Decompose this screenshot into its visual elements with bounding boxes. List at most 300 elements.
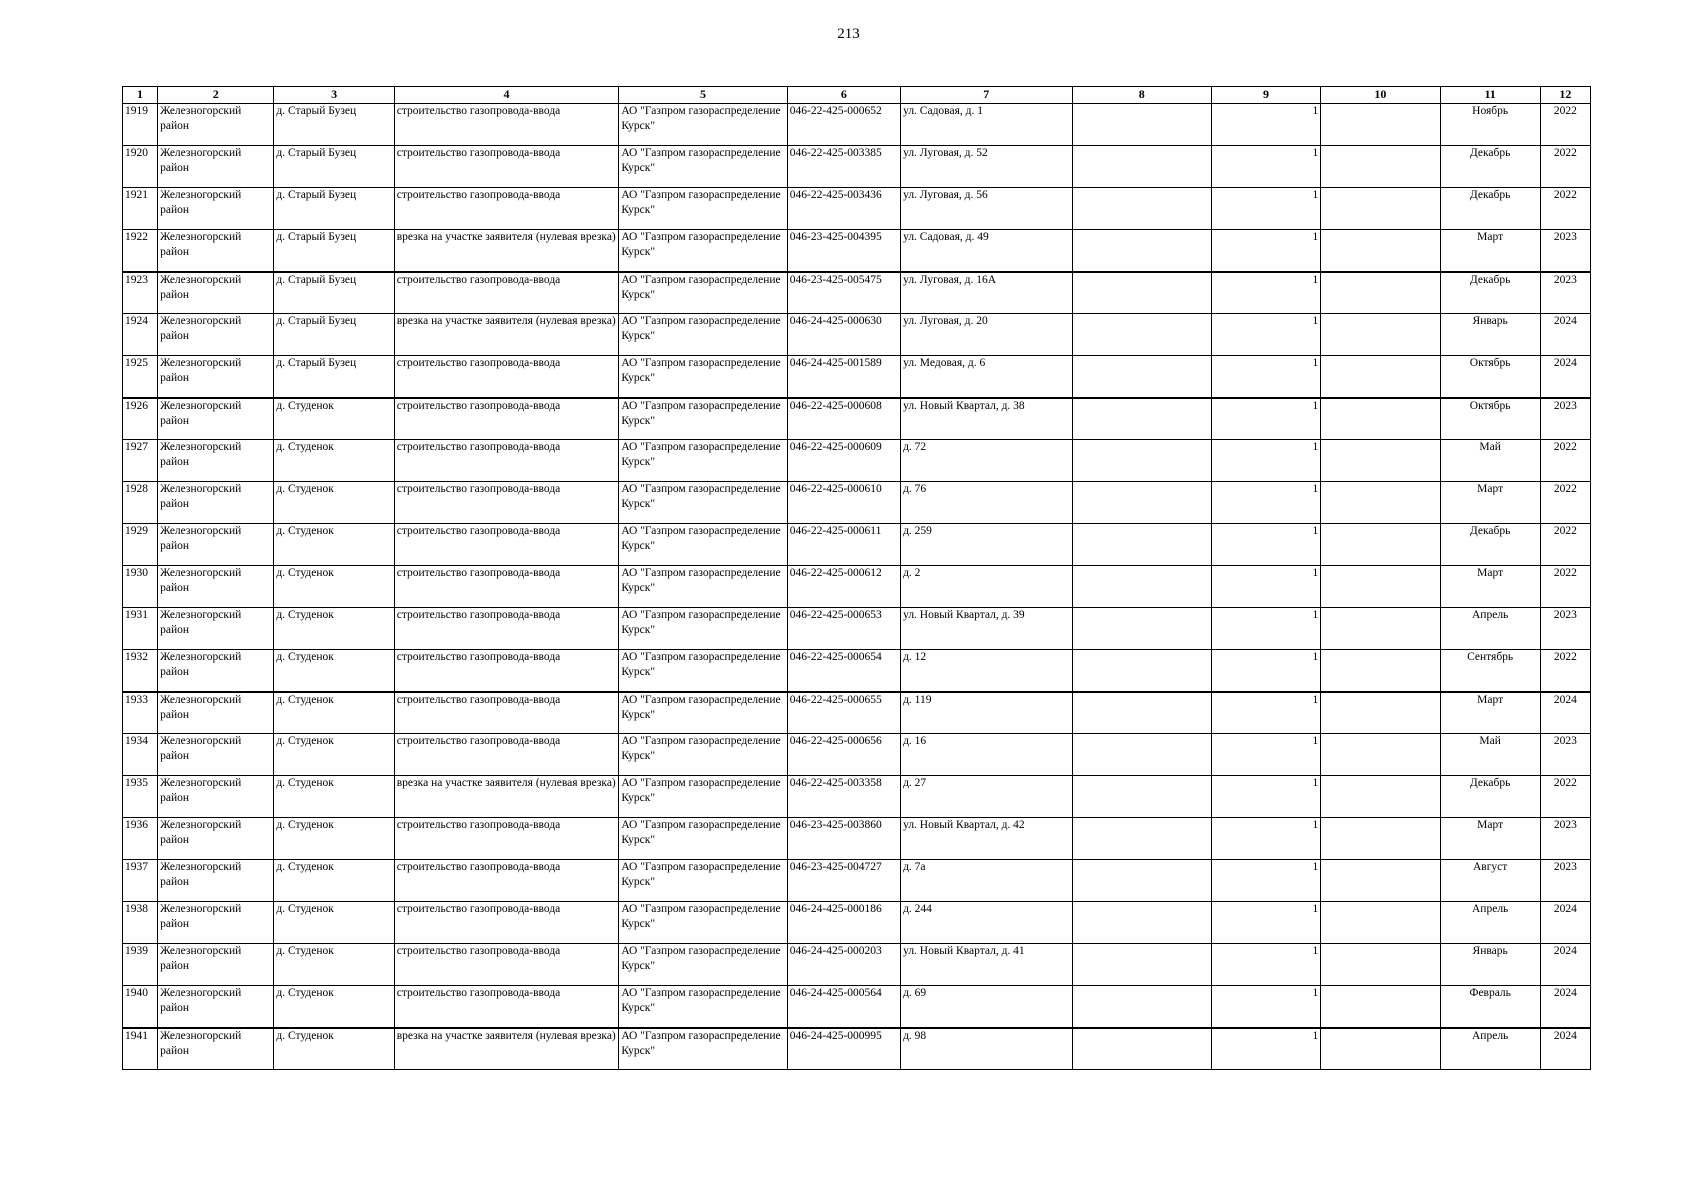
column-10-cell: [1321, 776, 1440, 818]
district-cell: Железногорский район: [158, 986, 274, 1028]
month-cell: Декабрь: [1440, 776, 1540, 818]
column-10-cell: [1321, 986, 1440, 1028]
month-cell: Декабрь: [1440, 146, 1540, 188]
organization-cell: АО "Газпром газораспределение Курск": [619, 566, 787, 608]
column-10-cell: [1321, 440, 1440, 482]
row-number: 1936: [123, 818, 158, 860]
column-10-cell: [1321, 818, 1440, 860]
year-cell: 2023: [1540, 230, 1590, 272]
year-cell: 2024: [1540, 692, 1590, 734]
application-code-cell: 046-22-425-000608: [787, 398, 900, 440]
application-code-cell: 046-22-425-000612: [787, 566, 900, 608]
column-8-cell: [1072, 902, 1211, 944]
quantity-cell: 1: [1211, 188, 1320, 230]
work-type-cell: строительство газопровода-ввода: [394, 818, 619, 860]
work-type-cell: строительство газопровода-ввода: [394, 188, 619, 230]
year-cell: 2024: [1540, 1028, 1590, 1070]
district-cell: Железногорский район: [158, 860, 274, 902]
application-code-cell: 046-23-425-003860: [787, 818, 900, 860]
district-cell: Железногорский район: [158, 650, 274, 692]
column-8-cell: [1072, 272, 1211, 314]
column-10-cell: [1321, 146, 1440, 188]
quantity-cell: 1: [1211, 818, 1320, 860]
work-type-cell: строительство газопровода-ввода: [394, 482, 619, 524]
column-number-row: [123, 87, 1591, 104]
year-cell: 2022: [1540, 524, 1590, 566]
address-cell: ул. Садовая, д. 1: [901, 104, 1072, 146]
year-cell: 2022: [1540, 776, 1590, 818]
row-number: 1937: [123, 860, 158, 902]
organization-cell: АО "Газпром газораспределение Курск": [619, 104, 787, 146]
application-code-cell: 046-24-425-000995: [787, 1028, 900, 1070]
table-row: [123, 146, 1591, 188]
column-header-11: 11: [1440, 87, 1540, 104]
application-code-cell: 046-22-425-000656: [787, 734, 900, 776]
organization-cell: АО "Газпром газораспределение Курск": [619, 902, 787, 944]
organization-cell: АО "Газпром газораспределение Курск": [619, 692, 787, 734]
district-cell: Железногорский район: [158, 1028, 274, 1070]
settlement-cell: д. Старый Бузец: [274, 104, 394, 146]
column-header-9: 9: [1211, 87, 1320, 104]
address-cell: ул. Садовая, д. 49: [901, 230, 1072, 272]
table-row: [123, 818, 1591, 860]
row-number: 1930: [123, 566, 158, 608]
district-cell: Железногорский район: [158, 146, 274, 188]
work-type-cell: врезка на участке заявителя (нулевая врезка): [394, 314, 619, 356]
month-cell: Апрель: [1440, 608, 1540, 650]
table-row: [123, 230, 1591, 272]
settlement-cell: д. Студенок: [274, 818, 394, 860]
organization-cell: АО "Газпром газораспределение Курск": [619, 818, 787, 860]
address-cell: д. 72: [901, 440, 1072, 482]
work-type-cell: строительство газопровода-ввода: [394, 356, 619, 398]
address-cell: ул. Луговая, д. 56: [901, 188, 1072, 230]
year-cell: 2022: [1540, 482, 1590, 524]
year-cell: 2024: [1540, 356, 1590, 398]
year-cell: 2024: [1540, 902, 1590, 944]
year-cell: 2022: [1540, 146, 1590, 188]
column-8-cell: [1072, 146, 1211, 188]
quantity-cell: 1: [1211, 692, 1320, 734]
table-row: [123, 566, 1591, 608]
column-10-cell: [1321, 188, 1440, 230]
column-10-cell: [1321, 524, 1440, 566]
year-cell: 2023: [1540, 398, 1590, 440]
settlement-cell: д. Старый Бузец: [274, 146, 394, 188]
organization-cell: АО "Газпром газораспределение Курск": [619, 944, 787, 986]
work-type-cell: врезка на участке заявителя (нулевая врезка): [394, 1028, 619, 1070]
table-row: [123, 104, 1591, 146]
table-row: [123, 314, 1591, 356]
column-8-cell: [1072, 482, 1211, 524]
address-cell: д. 16: [901, 734, 1072, 776]
quantity-cell: 1: [1211, 776, 1320, 818]
district-cell: Железногорский район: [158, 230, 274, 272]
work-type-cell: строительство газопровода-ввода: [394, 104, 619, 146]
column-10-cell: [1321, 734, 1440, 776]
organization-cell: АО "Газпром газораспределение Курск": [619, 776, 787, 818]
address-cell: ул. Луговая, д. 16А: [901, 272, 1072, 314]
table-row: [123, 734, 1591, 776]
work-type-cell: строительство газопровода-ввода: [394, 986, 619, 1028]
table-row: [123, 482, 1591, 524]
quantity-cell: 1: [1211, 398, 1320, 440]
address-cell: ул. Луговая, д. 20: [901, 314, 1072, 356]
work-type-cell: строительство газопровода-ввода: [394, 398, 619, 440]
row-number: 1933: [123, 692, 158, 734]
month-cell: Март: [1440, 818, 1540, 860]
month-cell: Май: [1440, 734, 1540, 776]
quantity-cell: 1: [1211, 1028, 1320, 1070]
quantity-cell: 1: [1211, 860, 1320, 902]
table-row: [123, 398, 1591, 440]
year-cell: 2022: [1540, 566, 1590, 608]
settlement-cell: д. Студенок: [274, 692, 394, 734]
column-header-4: 4: [394, 87, 619, 104]
application-code-cell: 046-22-425-000654: [787, 650, 900, 692]
settlement-cell: д. Студенок: [274, 608, 394, 650]
district-cell: Железногорский район: [158, 314, 274, 356]
work-type-cell: строительство газопровода-ввода: [394, 944, 619, 986]
organization-cell: АО "Газпром газораспределение Курск": [619, 986, 787, 1028]
table-row: [123, 902, 1591, 944]
row-number: 1935: [123, 776, 158, 818]
column-header-12: 12: [1540, 87, 1590, 104]
column-8-cell: [1072, 356, 1211, 398]
district-cell: Железногорский район: [158, 524, 274, 566]
table-row: [123, 986, 1591, 1028]
column-8-cell: [1072, 440, 1211, 482]
month-cell: Февраль: [1440, 986, 1540, 1028]
year-cell: 2023: [1540, 818, 1590, 860]
column-8-cell: [1072, 944, 1211, 986]
year-cell: 2024: [1540, 944, 1590, 986]
settlement-cell: д. Студенок: [274, 398, 394, 440]
application-code-cell: 046-22-425-000610: [787, 482, 900, 524]
column-8-cell: [1072, 986, 1211, 1028]
district-cell: Железногорский район: [158, 104, 274, 146]
table-row: [123, 1028, 1591, 1070]
work-type-cell: строительство газопровода-ввода: [394, 566, 619, 608]
column-8-cell: [1072, 188, 1211, 230]
application-code-cell: 046-24-425-001589: [787, 356, 900, 398]
organization-cell: АО "Газпром газораспределение Курск": [619, 356, 787, 398]
column-header-5: 5: [619, 87, 787, 104]
table-row: [123, 776, 1591, 818]
row-number: 1941: [123, 1028, 158, 1070]
row-number: 1938: [123, 902, 158, 944]
quantity-cell: 1: [1211, 230, 1320, 272]
year-cell: 2023: [1540, 272, 1590, 314]
settlement-cell: д. Старый Бузец: [274, 272, 394, 314]
application-code-cell: 046-22-425-000653: [787, 608, 900, 650]
work-type-cell: врезка на участке заявителя (нулевая врезка): [394, 776, 619, 818]
column-10-cell: [1321, 104, 1440, 146]
column-10-cell: [1321, 482, 1440, 524]
column-10-cell: [1321, 398, 1440, 440]
year-cell: 2023: [1540, 860, 1590, 902]
settlement-cell: д. Студенок: [274, 902, 394, 944]
column-8-cell: [1072, 398, 1211, 440]
row-number: 1924: [123, 314, 158, 356]
column-header-6: 6: [787, 87, 900, 104]
application-code-cell: 046-22-425-003385: [787, 146, 900, 188]
quantity-cell: 1: [1211, 146, 1320, 188]
table-row: [123, 650, 1591, 692]
organization-cell: АО "Газпром газораспределение Курск": [619, 188, 787, 230]
month-cell: Январь: [1440, 944, 1540, 986]
month-cell: Август: [1440, 860, 1540, 902]
address-cell: д. 244: [901, 902, 1072, 944]
column-header-8: 8: [1072, 87, 1211, 104]
settlement-cell: д. Студенок: [274, 734, 394, 776]
quantity-cell: 1: [1211, 986, 1320, 1028]
organization-cell: АО "Газпром газораспределение Курск": [619, 524, 787, 566]
column-8-cell: [1072, 230, 1211, 272]
column-8-cell: [1072, 860, 1211, 902]
organization-cell: АО "Газпром газораспределение Курск": [619, 860, 787, 902]
application-code-cell: 046-22-425-000655: [787, 692, 900, 734]
month-cell: Декабрь: [1440, 524, 1540, 566]
month-cell: Март: [1440, 482, 1540, 524]
column-10-cell: [1321, 902, 1440, 944]
address-cell: ул. Новый Квартал, д. 38: [901, 398, 1072, 440]
row-number: 1926: [123, 398, 158, 440]
settlement-cell: д. Студенок: [274, 482, 394, 524]
address-cell: д. 27: [901, 776, 1072, 818]
column-10-cell: [1321, 860, 1440, 902]
organization-cell: АО "Газпром газораспределение Курск": [619, 734, 787, 776]
quantity-cell: 1: [1211, 482, 1320, 524]
organization-cell: АО "Газпром газораспределение Курск": [619, 650, 787, 692]
row-number: 1927: [123, 440, 158, 482]
address-cell: ул. Новый Квартал, д. 39: [901, 608, 1072, 650]
year-cell: 2024: [1540, 314, 1590, 356]
quantity-cell: 1: [1211, 902, 1320, 944]
settlement-cell: д. Студенок: [274, 650, 394, 692]
work-type-cell: строительство газопровода-ввода: [394, 734, 619, 776]
application-code-cell: 046-23-425-004395: [787, 230, 900, 272]
work-type-cell: строительство газопровода-ввода: [394, 860, 619, 902]
row-number: 1920: [123, 146, 158, 188]
row-number: 1921: [123, 188, 158, 230]
row-number: 1922: [123, 230, 158, 272]
column-8-cell: [1072, 566, 1211, 608]
column-10-cell: [1321, 944, 1440, 986]
address-cell: д. 259: [901, 524, 1072, 566]
address-cell: д. 12: [901, 650, 1072, 692]
application-code-cell: 046-22-425-003436: [787, 188, 900, 230]
column-10-cell: [1321, 650, 1440, 692]
quantity-cell: 1: [1211, 272, 1320, 314]
table-body: [123, 104, 1591, 1070]
month-cell: Апрель: [1440, 902, 1540, 944]
settlement-cell: д. Студенок: [274, 860, 394, 902]
column-8-cell: [1072, 818, 1211, 860]
district-cell: Железногорский район: [158, 398, 274, 440]
month-cell: Декабрь: [1440, 188, 1540, 230]
table-row: [123, 608, 1591, 650]
address-cell: д. 119: [901, 692, 1072, 734]
table-row: [123, 272, 1591, 314]
quantity-cell: 1: [1211, 650, 1320, 692]
year-cell: 2022: [1540, 104, 1590, 146]
district-cell: Железногорский район: [158, 608, 274, 650]
organization-cell: АО "Газпром газораспределение Курск": [619, 314, 787, 356]
page-number: 213: [837, 26, 860, 42]
organization-cell: АО "Газпром газораспределение Курск": [619, 398, 787, 440]
row-number: 1932: [123, 650, 158, 692]
table-row: [123, 440, 1591, 482]
table-row: [123, 356, 1591, 398]
column-header-7: 7: [901, 87, 1072, 104]
address-cell: д. 7а: [901, 860, 1072, 902]
district-cell: Железногорский район: [158, 440, 274, 482]
month-cell: Январь: [1440, 314, 1540, 356]
year-cell: 2023: [1540, 608, 1590, 650]
row-number: 1929: [123, 524, 158, 566]
district-cell: Железногорский район: [158, 272, 274, 314]
organization-cell: АО "Газпром газораспределение Курск": [619, 608, 787, 650]
work-type-cell: строительство газопровода-ввода: [394, 146, 619, 188]
column-header-3: 3: [274, 87, 394, 104]
settlement-cell: д. Студенок: [274, 1028, 394, 1070]
column-10-cell: [1321, 314, 1440, 356]
work-type-cell: строительство газопровода-ввода: [394, 902, 619, 944]
column-header-10: 10: [1321, 87, 1440, 104]
quantity-cell: 1: [1211, 356, 1320, 398]
month-cell: Март: [1440, 692, 1540, 734]
district-cell: Железногорский район: [158, 188, 274, 230]
table-row: [123, 524, 1591, 566]
district-cell: Железногорский район: [158, 944, 274, 986]
month-cell: Декабрь: [1440, 272, 1540, 314]
work-type-cell: строительство газопровода-ввода: [394, 272, 619, 314]
column-10-cell: [1321, 272, 1440, 314]
address-cell: ул. Медовая, д. 6: [901, 356, 1072, 398]
address-cell: д. 98: [901, 1028, 1072, 1070]
column-8-cell: [1072, 314, 1211, 356]
district-cell: Железногорский район: [158, 692, 274, 734]
district-cell: Железногорский район: [158, 776, 274, 818]
settlement-cell: д. Старый Бузец: [274, 314, 394, 356]
application-code-cell: 046-22-425-000611: [787, 524, 900, 566]
table-row: [123, 692, 1591, 734]
row-number: 1925: [123, 356, 158, 398]
organization-cell: АО "Газпром газораспределение Курск": [619, 440, 787, 482]
settlement-cell: д. Старый Бузец: [274, 356, 394, 398]
work-type-cell: врезка на участке заявителя (нулевая врезка): [394, 230, 619, 272]
column-8-cell: [1072, 608, 1211, 650]
district-cell: Железногорский район: [158, 734, 274, 776]
column-8-cell: [1072, 104, 1211, 146]
quantity-cell: 1: [1211, 608, 1320, 650]
column-8-cell: [1072, 776, 1211, 818]
settlement-cell: д. Старый Бузец: [274, 230, 394, 272]
application-code-cell: 046-23-425-005475: [787, 272, 900, 314]
quantity-cell: 1: [1211, 440, 1320, 482]
column-10-cell: [1321, 356, 1440, 398]
quantity-cell: 1: [1211, 734, 1320, 776]
application-code-cell: 046-24-425-000630: [787, 314, 900, 356]
column-8-cell: [1072, 650, 1211, 692]
column-10-cell: [1321, 1028, 1440, 1070]
address-cell: д. 69: [901, 986, 1072, 1028]
quantity-cell: 1: [1211, 944, 1320, 986]
application-code-cell: 046-24-425-000186: [787, 902, 900, 944]
address-cell: ул. Новый Квартал, д. 42: [901, 818, 1072, 860]
month-cell: Март: [1440, 566, 1540, 608]
district-cell: Железногорский район: [158, 566, 274, 608]
quantity-cell: 1: [1211, 566, 1320, 608]
month-cell: Март: [1440, 230, 1540, 272]
organization-cell: АО "Газпром газораспределение Курск": [619, 230, 787, 272]
quantity-cell: 1: [1211, 524, 1320, 566]
column-8-cell: [1072, 1028, 1211, 1070]
application-code-cell: 046-24-425-000564: [787, 986, 900, 1028]
address-cell: ул. Новый Квартал, д. 41: [901, 944, 1072, 986]
work-type-cell: строительство газопровода-ввода: [394, 440, 619, 482]
organization-cell: АО "Газпром газораспределение Курск": [619, 1028, 787, 1070]
column-8-cell: [1072, 524, 1211, 566]
year-cell: 2023: [1540, 734, 1590, 776]
organization-cell: АО "Газпром газораспределение Курск": [619, 482, 787, 524]
organization-cell: АО "Газпром газораспределение Курск": [619, 272, 787, 314]
work-type-cell: строительство газопровода-ввода: [394, 524, 619, 566]
month-cell: Май: [1440, 440, 1540, 482]
district-cell: Железногорский район: [158, 902, 274, 944]
settlement-cell: д. Студенок: [274, 986, 394, 1028]
month-cell: Октябрь: [1440, 398, 1540, 440]
row-number: 1923: [123, 272, 158, 314]
row-number: 1928: [123, 482, 158, 524]
column-10-cell: [1321, 566, 1440, 608]
column-8-cell: [1072, 692, 1211, 734]
month-cell: Октябрь: [1440, 356, 1540, 398]
year-cell: 2022: [1540, 188, 1590, 230]
table-row: [123, 188, 1591, 230]
month-cell: Апрель: [1440, 1028, 1540, 1070]
column-10-cell: [1321, 608, 1440, 650]
settlement-cell: д. Студенок: [274, 524, 394, 566]
address-cell: д. 2: [901, 566, 1072, 608]
month-cell: Ноябрь: [1440, 104, 1540, 146]
quantity-cell: 1: [1211, 104, 1320, 146]
application-code-cell: 046-22-425-000652: [787, 104, 900, 146]
settlement-cell: д. Старый Бузец: [274, 188, 394, 230]
district-cell: Железногорский район: [158, 356, 274, 398]
table-row: [123, 944, 1591, 986]
column-header-2: 2: [158, 87, 274, 104]
quantity-cell: 1: [1211, 314, 1320, 356]
organization-cell: АО "Газпром газораспределение Курск": [619, 146, 787, 188]
row-number: 1939: [123, 944, 158, 986]
settlement-cell: д. Студенок: [274, 944, 394, 986]
row-number: 1931: [123, 608, 158, 650]
settlement-cell: д. Студенок: [274, 566, 394, 608]
district-cell: Железногорский район: [158, 818, 274, 860]
work-type-cell: строительство газопровода-ввода: [394, 608, 619, 650]
row-number: 1940: [123, 986, 158, 1028]
table-row: [123, 860, 1591, 902]
application-code-cell: 046-22-425-000609: [787, 440, 900, 482]
settlement-cell: д. Студенок: [274, 776, 394, 818]
column-header-1: 1: [123, 87, 158, 104]
row-number: 1934: [123, 734, 158, 776]
work-type-cell: строительство газопровода-ввода: [394, 692, 619, 734]
address-cell: ул. Луговая, д. 52: [901, 146, 1072, 188]
column-10-cell: [1321, 692, 1440, 734]
